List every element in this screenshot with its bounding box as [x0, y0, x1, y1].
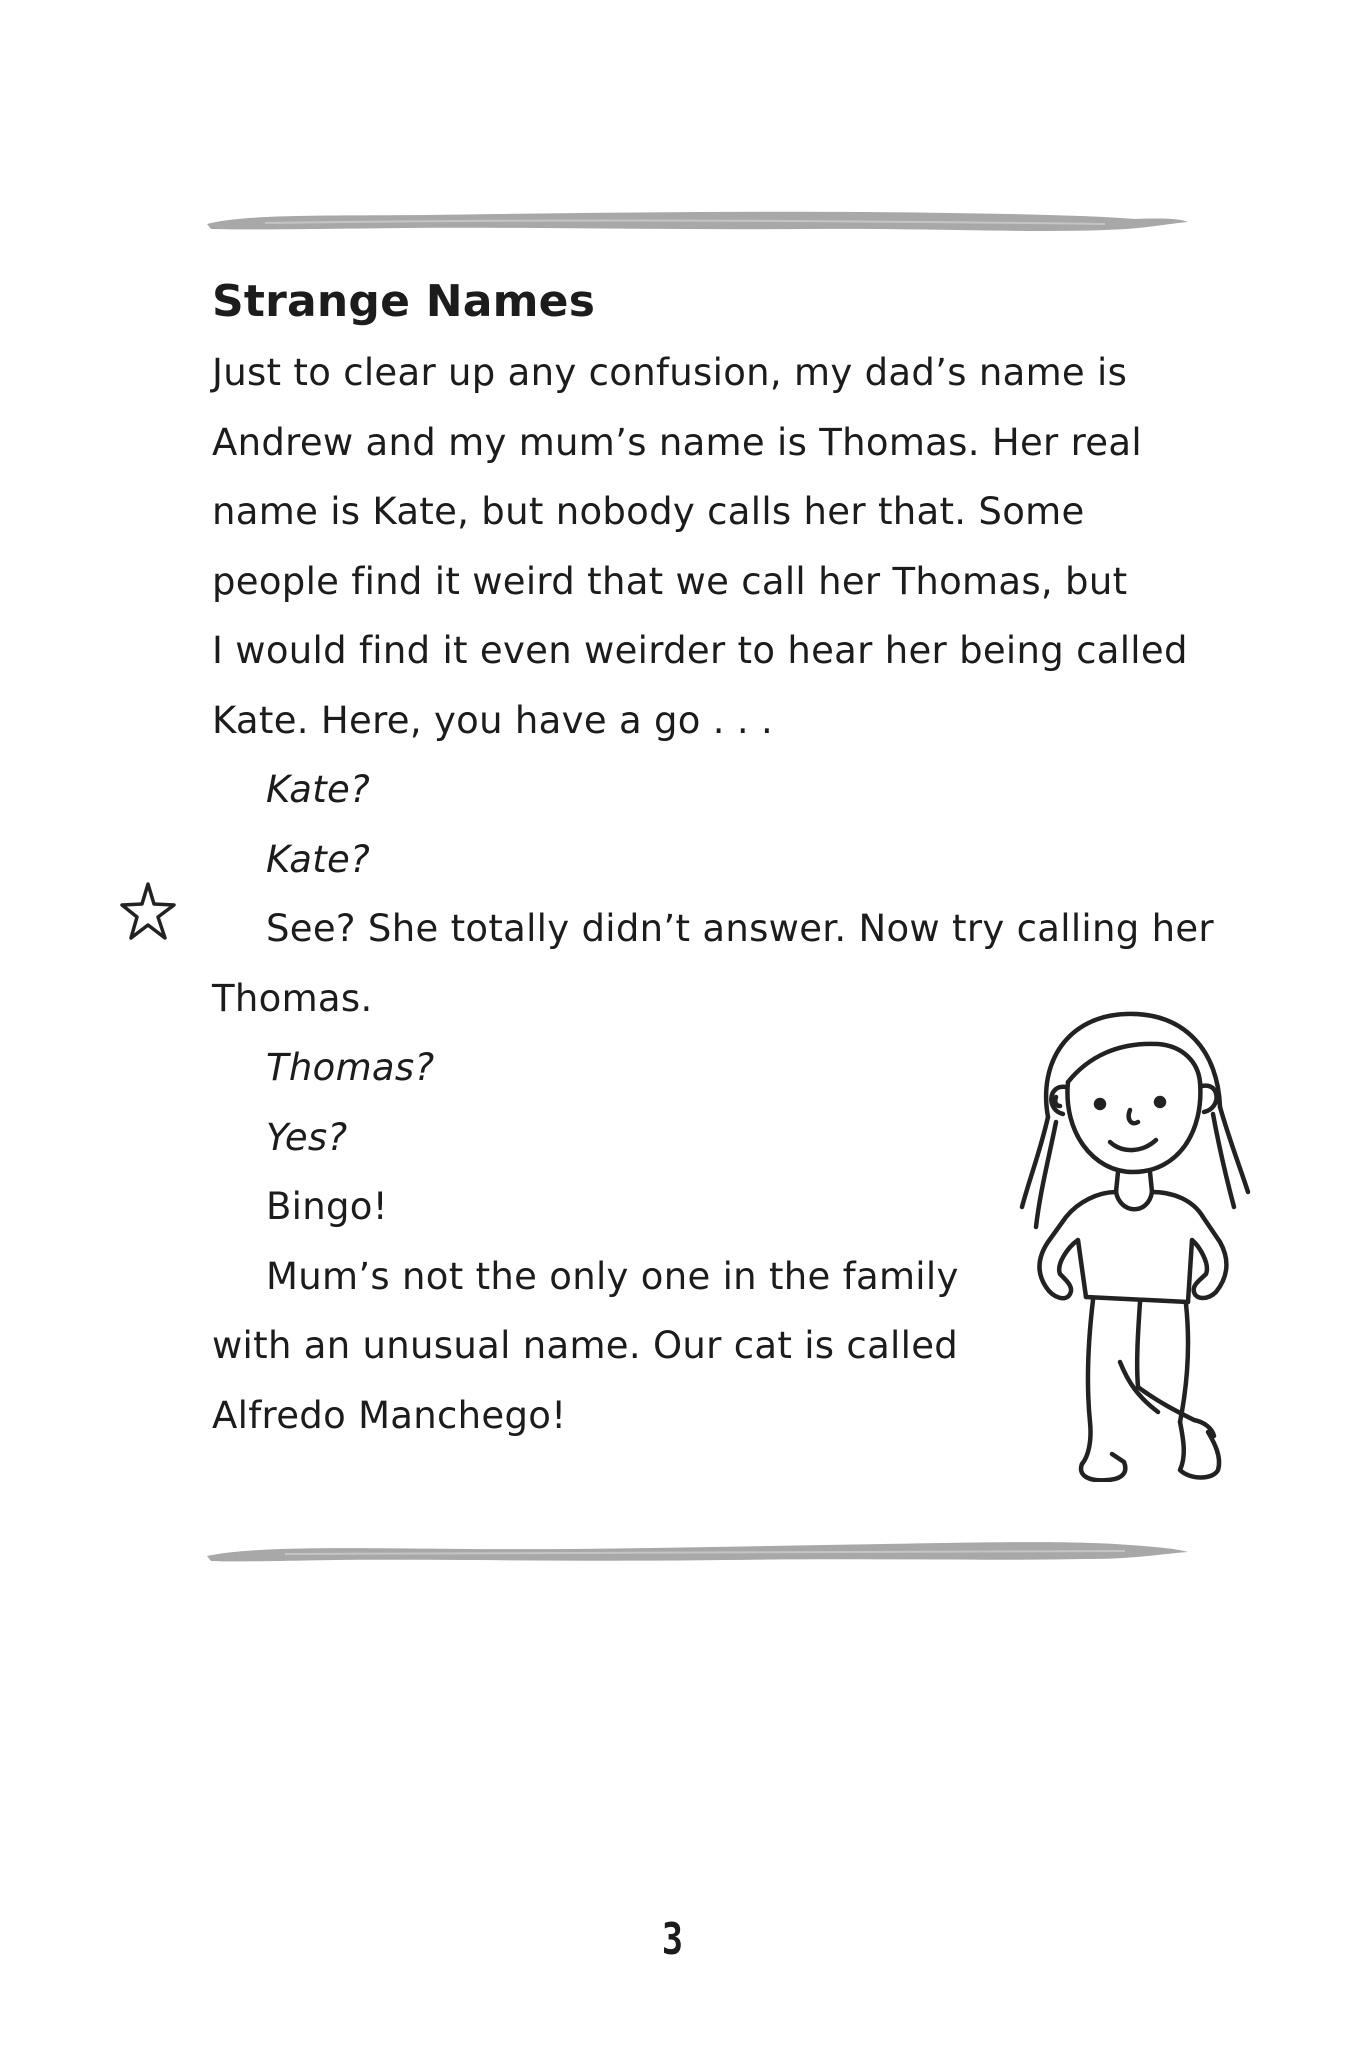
dialogue-line: Kate?: [266, 837, 371, 881]
dialogue-line: Kate?: [266, 768, 371, 811]
girl-illustration: [1008, 1002, 1258, 1482]
paragraph-line: Andrew and my mum’s name is Thomas. Her real: [212, 420, 1142, 464]
paragraph-line: Kate. Here, you have a go . . .: [212, 698, 774, 742]
paragraph-line: Bingo!: [266, 1185, 388, 1228]
paragraph-line: See? She totally didn’t answer. Now try calling her: [266, 907, 1214, 950]
dialogue-line: Thomas?: [266, 1046, 435, 1089]
paragraph-line: Just to clear up any confusion, my dad’s name is: [212, 351, 1128, 394]
paragraph-line: Thomas.: [212, 976, 373, 1020]
paragraph-line: I would find it even weirder to hear her being called: [212, 629, 1188, 672]
dialogue-line: Yes?: [266, 1115, 348, 1159]
page-heading: Strange Names: [212, 276, 596, 327]
paragraph-line: Mum’s not the only one in the family: [266, 1254, 959, 1298]
paragraph-line: people find it weird that we call her Thomas, but: [212, 559, 1128, 603]
page-number: 3: [661, 1914, 684, 1965]
paragraph-line: with an unusual name. Our cat is called: [212, 1324, 959, 1367]
top-brush-divider: [205, 202, 1190, 242]
paragraph-line: Alfredo Manchego!: [212, 1393, 567, 1437]
star-icon: [118, 880, 178, 944]
bottom-brush-divider: [205, 1532, 1190, 1572]
paragraph-line: name is Kate, but nobody calls her that. Some: [212, 490, 1085, 533]
